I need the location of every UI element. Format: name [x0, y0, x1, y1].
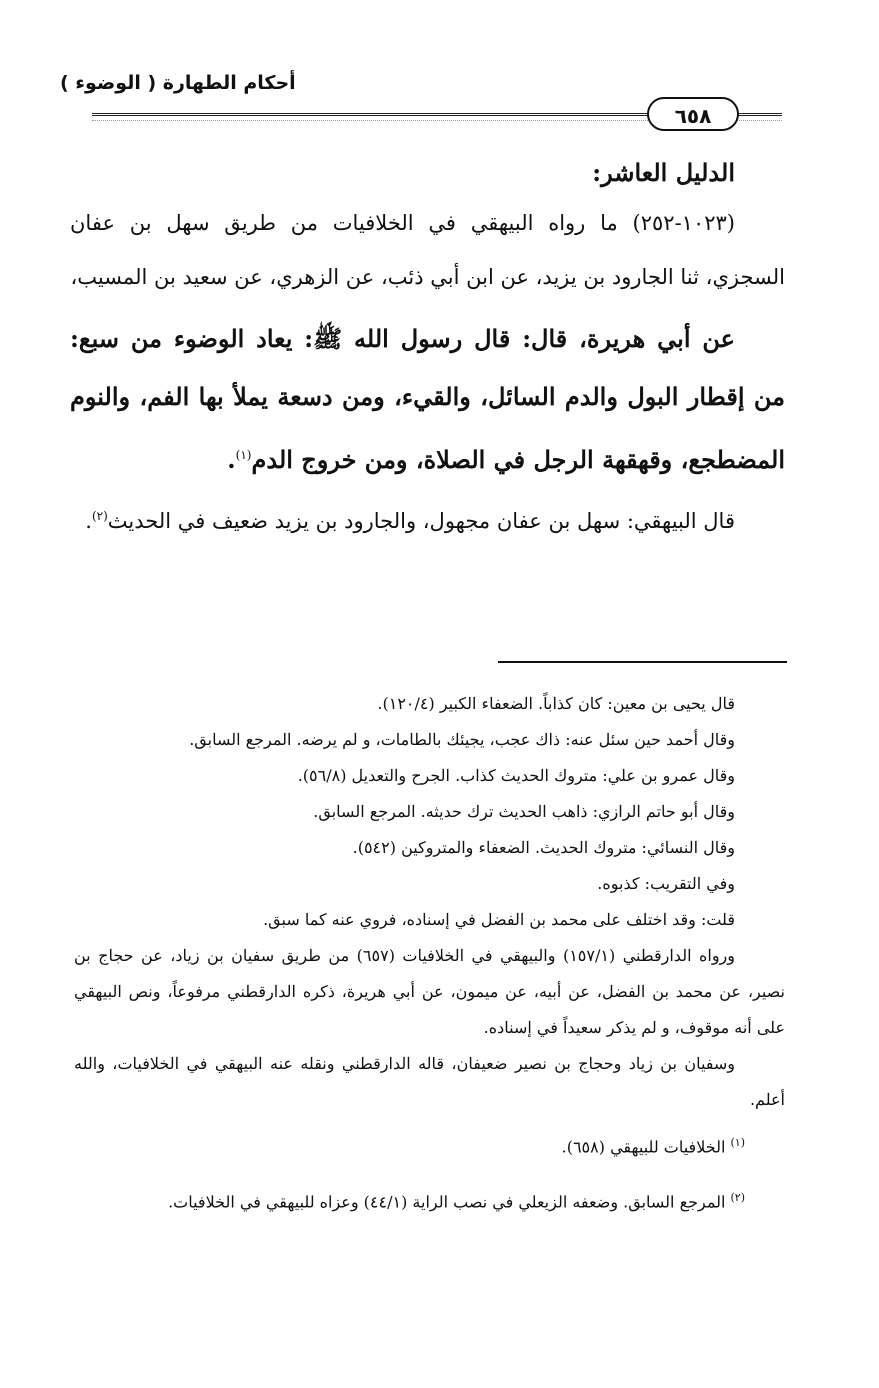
footnotes: [74, 686, 785, 1231]
footnote-paragraph-sufyan: وسفيان بن زياد وحجاج بن نصير ضعيفان، قاله الدارقطني ونقله عنه البيهقي في الخلافيات، والله أعلم.: [74, 1054, 785, 1109]
footnote-line: وقال النسائي: متروك الحديث. الضعفاء والمتروكين (٥٤٢).: [352, 838, 735, 857]
footnote-line: قال يحيى بن معين: كان كذاباً. الضعفاء الكبير (١٢٠/٤).: [377, 694, 735, 713]
footnote-ref-1: (١): [235, 448, 252, 462]
footnote-1-text: الخلافيات للبيهقي (٦٥٨).: [561, 1137, 726, 1157]
footnote-line: وفي التقريب: كذبوه.: [597, 874, 735, 893]
footnote-ref-2: (٢): [91, 509, 108, 523]
footnote-1: [74, 1124, 785, 1166]
running-title: أحكام الطهارة ( الوضوء ): [60, 72, 296, 94]
bayhaqi-comment-end: .: [85, 509, 92, 533]
bayhaqi-comment-body: قال البيهقي: سهل بن عفان مجهول، والجارود بن يزيد ضعيف في الحديث: [107, 509, 735, 533]
footnote-2: [74, 1170, 785, 1230]
footnote-2-marker: (٢): [730, 1191, 745, 1205]
footnote-1-marker: (١): [730, 1136, 745, 1149]
page-number: ٦٥٨: [647, 97, 739, 131]
hadith-body: عن أبي هريرة، قال: قال رسول الله ﷺ: يعاد الوضوء من سبع: من إقطار البول والدم السائل، والقيء، ومن دسعة يملأ بها الفم، والنوم المضطجع، وقهقهة الرجل في الصلاة، ومن خروج الدم: [70, 324, 785, 474]
footnote-line: وقال عمرو بن علي: متروك الحديث كذاب. الجرح والتعديل (٥٦/٨).: [297, 766, 735, 785]
footnote-line: وقال أبو حاتم الرازي: ذاهب الحديث ترك حديثه. المرجع السابق.: [313, 802, 735, 821]
footnote-2-text: المرجع السابق. وضعفه الزيعلي في نصب الراية (٤٤/١) وعزاه للبيهقي في الخلافيات.: [168, 1192, 726, 1212]
hadith-end: .: [227, 445, 236, 474]
main-text: [70, 150, 785, 548]
footnote-line: قلت: وقد اختلف على محمد بن الفضل في إسناده، فروي عنه كما سبق.: [263, 910, 735, 929]
isnad-paragraph: (١٠٢٣-٢٥٢) ما رواه البيهقي في الخلافيات من طريق سهل بن عفان السجزي، ثنا الجارود بن يزيد، عن ابن أبي ذئب، عن الزهري، عن سعيد بن المسيب،: [70, 211, 785, 289]
footnote-paragraph-daraqutni: ورواه الدارقطني (١٥٧/١) والبيهقي في الخلافيات (٦٥٧) من طريق سفيان بن زياد، عن حجاج بن نصير، عن محمد بن الفضل، عن أبيه، عن ميمون، عن أبي هريرة، ذكره الدارقطني مرفوعاً، ونص البيهقي على أنه موقوف، و لم يذكر سعيداً في إسناده.: [74, 946, 785, 1037]
footnote-separator: [498, 661, 787, 663]
hadith-text: [70, 310, 785, 489]
footnote-line: وقال أحمد حين سئل عنه: ذاك عجب، يجيئك بالطامات، و لم يرضه. المرجع السابق.: [189, 730, 735, 749]
bayhaqi-comment: [70, 489, 785, 548]
section-heading: الدليل العاشر:: [592, 158, 735, 187]
